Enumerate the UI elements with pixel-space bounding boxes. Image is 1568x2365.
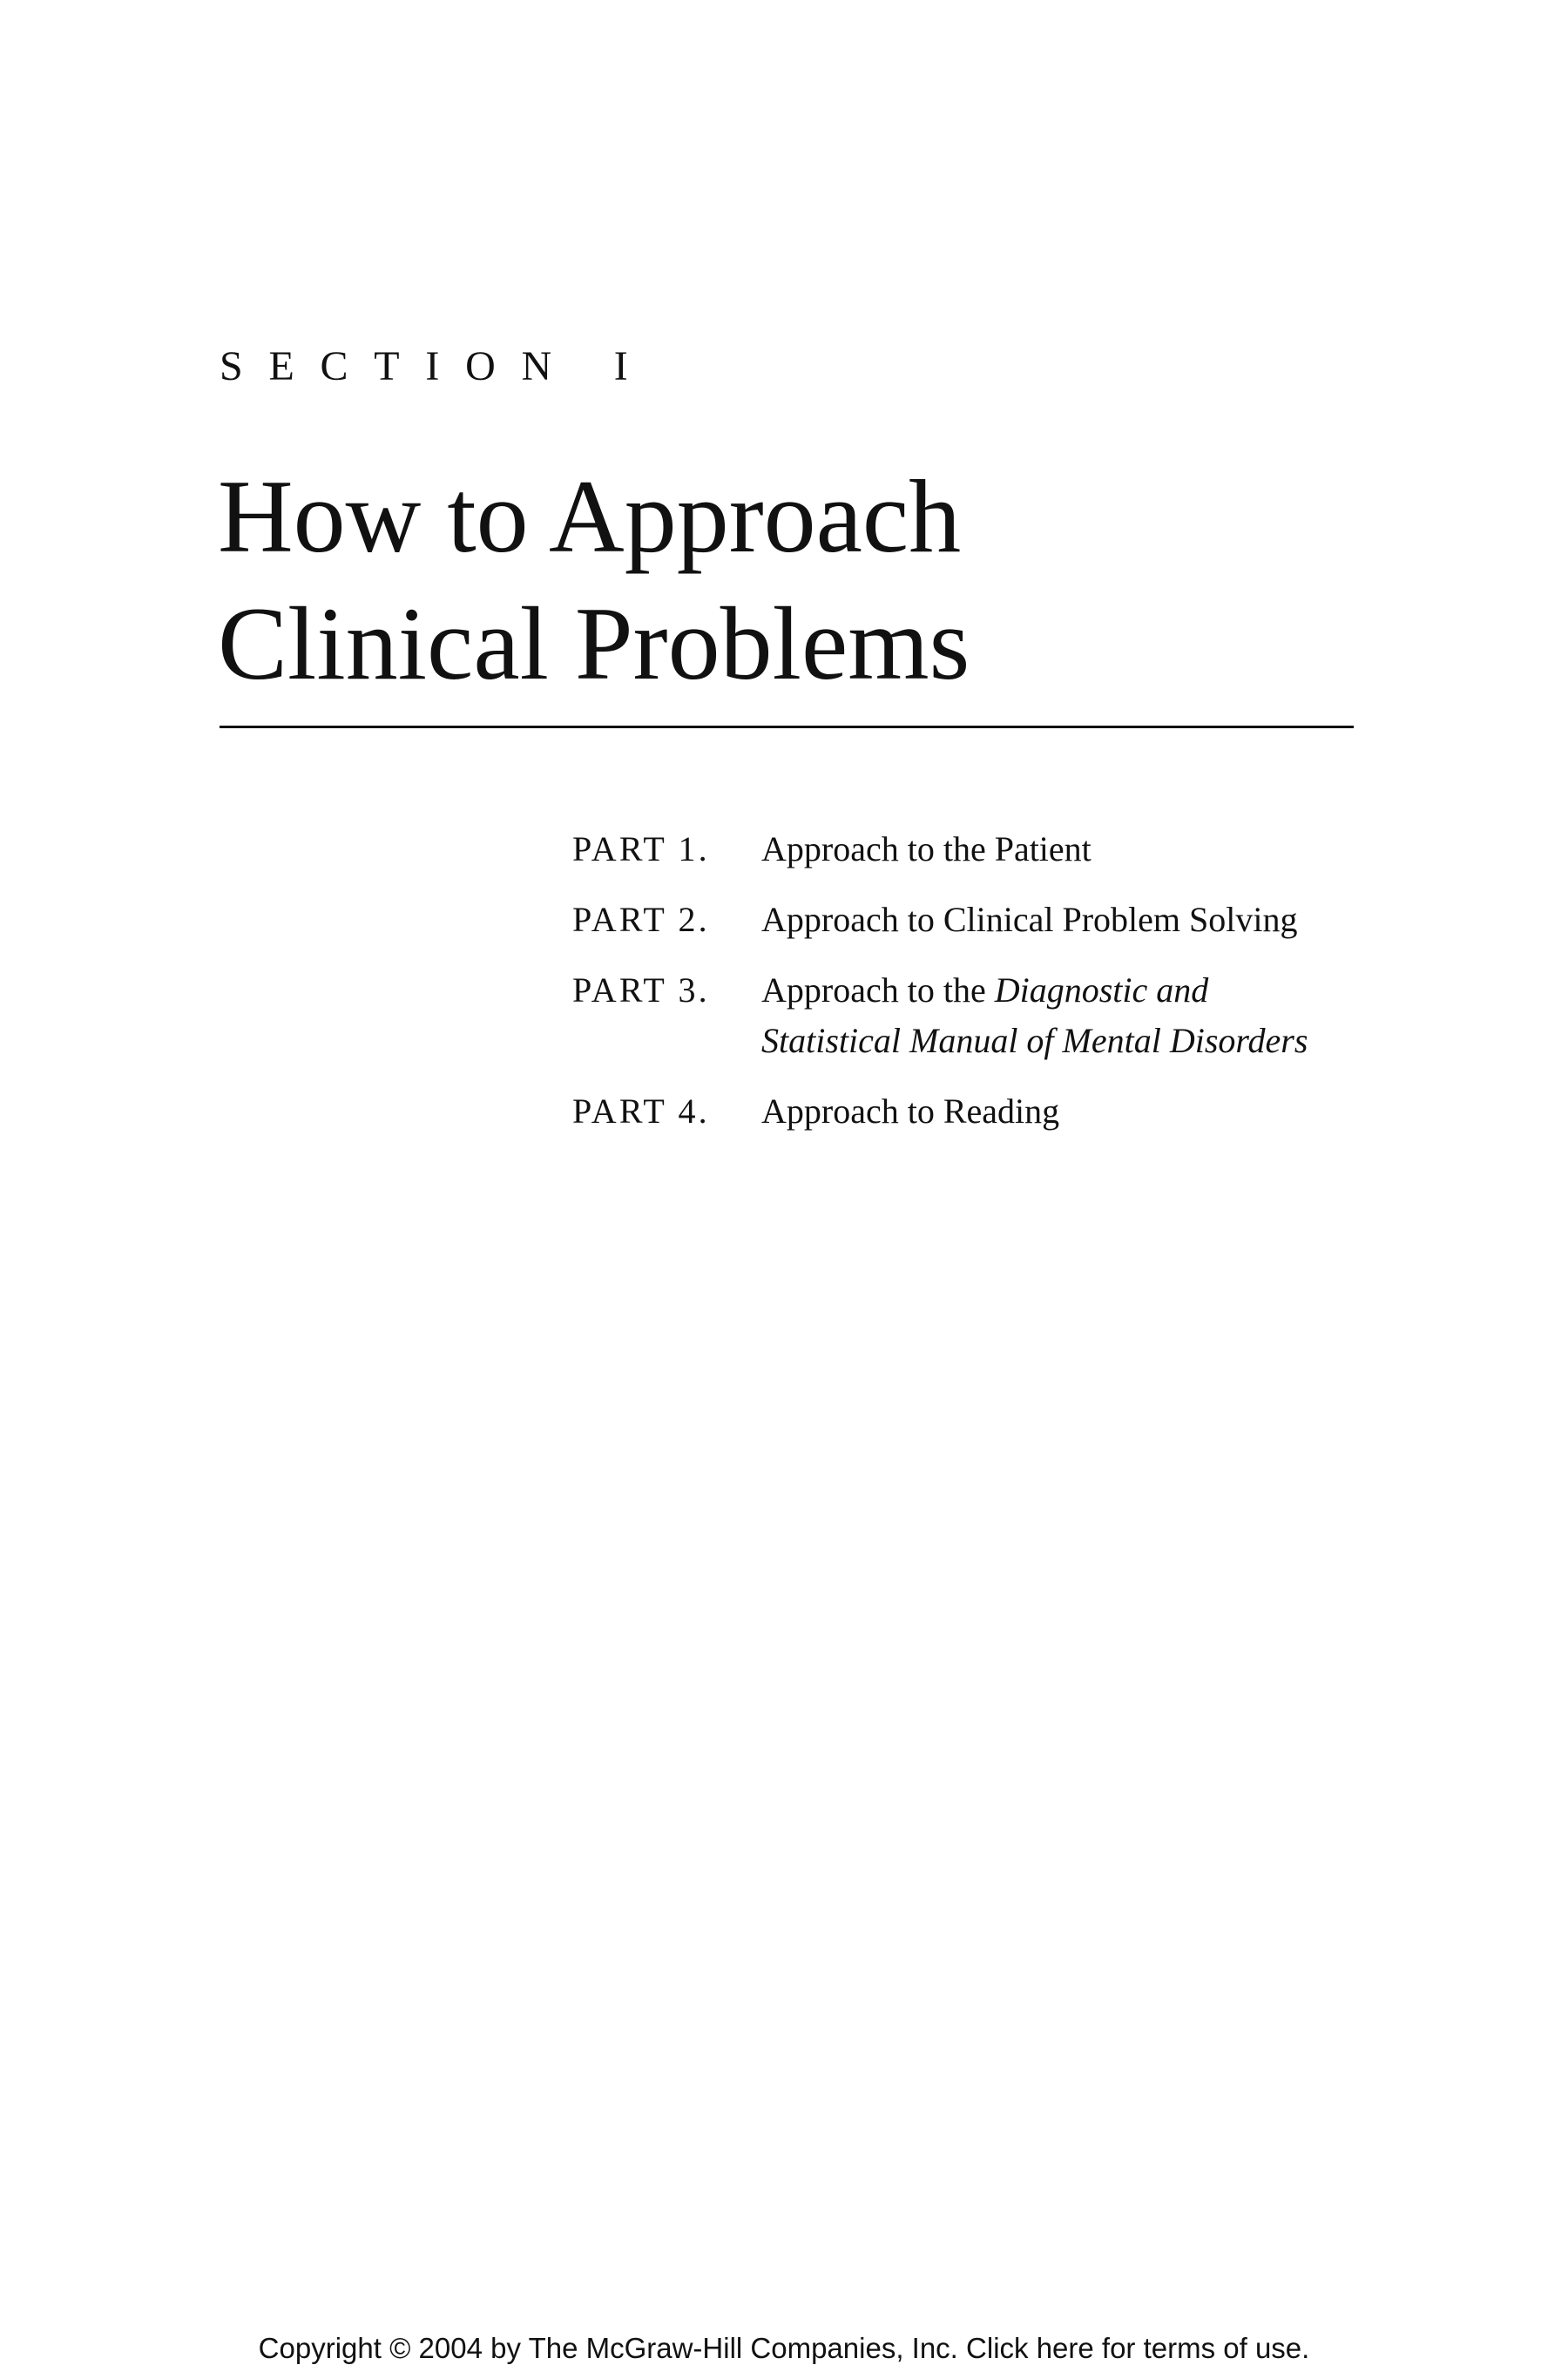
- title-divider: [220, 726, 1354, 728]
- part-title-italic-2: Statistical Manual of Mental Disorders: [761, 1021, 1308, 1060]
- part-number: PART 1.: [572, 829, 710, 868]
- part-title-line-1: [761, 965, 1356, 1016]
- part-item-2: [572, 895, 1356, 945]
- part-title: [761, 965, 1356, 1066]
- parts-list: [572, 824, 1356, 1157]
- copyright-text: Copyright © 2004 by The McGraw-Hill Companies, Inc.: [258, 2332, 958, 2364]
- title-line-1: How to Approach: [218, 458, 962, 574]
- part-item-3: [572, 965, 1356, 1066]
- part-title: Approach to Clinical Problem Solving: [761, 900, 1298, 939]
- title-line-2: Clinical Problems: [218, 585, 970, 701]
- terms-of-use-link[interactable]: Click here for terms of use.: [966, 2332, 1310, 2364]
- section-label: SECTION I: [220, 343, 654, 389]
- part-title-plain: Approach to the: [761, 970, 995, 1010]
- part-number: PART 4.: [572, 1091, 710, 1131]
- part-number: PART 3.: [572, 970, 710, 1010]
- part-number: PART 2.: [572, 900, 710, 939]
- part-title: Approach to Reading: [761, 1091, 1060, 1131]
- part-item-4: [572, 1086, 1356, 1137]
- footer: [0, 2332, 1568, 2365]
- part-title: Approach to the Patient: [761, 829, 1092, 868]
- page-title: [218, 453, 970, 707]
- part-title-italic-1: Diagnostic and: [994, 970, 1209, 1010]
- part-item-1: [572, 824, 1356, 875]
